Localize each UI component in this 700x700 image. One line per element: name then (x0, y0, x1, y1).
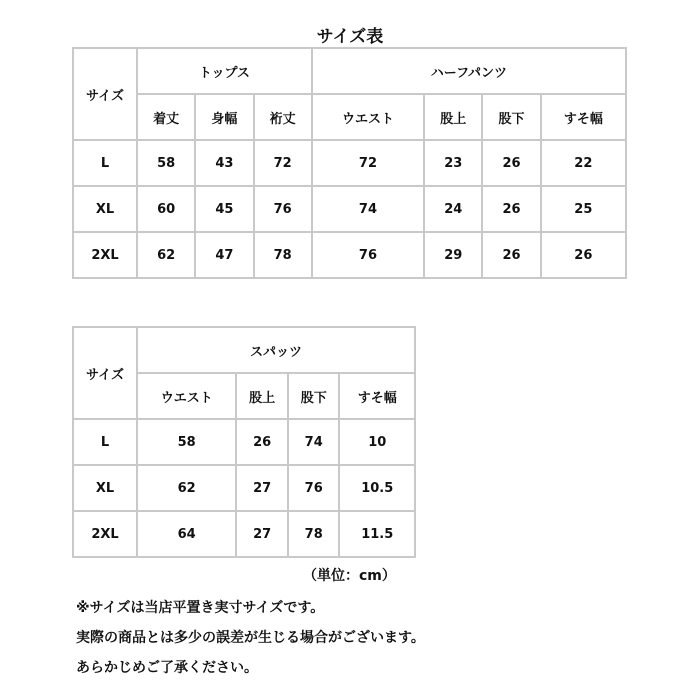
note-line: あらかじめご了承ください。 (76, 660, 258, 676)
size-cell: 2XL (73, 232, 137, 278)
value-cell: 62 (137, 232, 195, 278)
table-row (73, 140, 626, 186)
column-header: 裄丈 (254, 94, 312, 140)
value-cell: 74 (312, 186, 424, 232)
value-cell: 29 (424, 232, 482, 278)
value-cell: 10.5 (339, 465, 415, 511)
value-cell: 78 (254, 232, 312, 278)
value-cell: 72 (254, 140, 312, 186)
value-cell: 26 (482, 186, 540, 232)
unit-note: （単位：cm） (303, 568, 396, 584)
table-row (73, 186, 626, 232)
value-cell: 74 (288, 419, 340, 465)
value-cell: 27 (236, 511, 288, 557)
column-header: 股下 (482, 94, 540, 140)
value-cell: 11.5 (339, 511, 415, 557)
page-title: サイズ表 (316, 27, 384, 47)
value-cell: 72 (312, 140, 424, 186)
column-header: すそ幅 (541, 94, 626, 140)
value-cell: 76 (254, 186, 312, 232)
value-cell: 26 (236, 419, 288, 465)
value-cell: 47 (195, 232, 253, 278)
note-line: ※サイズは当店平置き実寸サイズです。 (76, 600, 325, 616)
size-cell: 2XL (73, 511, 137, 557)
value-cell: 25 (541, 186, 626, 232)
column-header: すそ幅 (339, 373, 415, 419)
size-cell: L (73, 140, 137, 186)
size-cell: L (73, 419, 137, 465)
size-header: サイズ (73, 327, 137, 419)
value-cell: 27 (236, 465, 288, 511)
table-row (73, 465, 415, 511)
group-header-spats: スパッツ (137, 327, 415, 373)
column-header: ウエスト (312, 94, 424, 140)
size-table-spats (72, 326, 416, 558)
value-cell: 76 (312, 232, 424, 278)
note-line: 実際の商品とは多少の誤差が生じる場合がございます。 (76, 630, 425, 646)
value-cell: 10 (339, 419, 415, 465)
value-cell: 60 (137, 186, 195, 232)
value-cell: 58 (137, 140, 195, 186)
size-table-tops-halfpants (72, 47, 627, 279)
value-cell: 78 (288, 511, 340, 557)
value-cell: 24 (424, 186, 482, 232)
value-cell: 43 (195, 140, 253, 186)
table-row (73, 511, 415, 557)
table-row (73, 419, 415, 465)
size-cell: XL (73, 465, 137, 511)
group-header-tops: トップス (137, 48, 312, 94)
column-header: 身幅 (195, 94, 253, 140)
value-cell: 64 (137, 511, 236, 557)
value-cell: 26 (482, 140, 540, 186)
value-cell: 58 (137, 419, 236, 465)
value-cell: 76 (288, 465, 340, 511)
column-header: 着丈 (137, 94, 195, 140)
value-cell: 45 (195, 186, 253, 232)
size-header: サイズ (73, 48, 137, 140)
value-cell: 22 (541, 140, 626, 186)
value-cell: 23 (424, 140, 482, 186)
value-cell: 26 (482, 232, 540, 278)
table-row (73, 232, 626, 278)
column-header: ウエスト (137, 373, 236, 419)
value-cell: 26 (541, 232, 626, 278)
column-header: 股上 (424, 94, 482, 140)
column-header: 股下 (288, 373, 340, 419)
group-header-halfpants: ハーフパンツ (312, 48, 626, 94)
value-cell: 62 (137, 465, 236, 511)
column-header: 股上 (236, 373, 288, 419)
size-cell: XL (73, 186, 137, 232)
